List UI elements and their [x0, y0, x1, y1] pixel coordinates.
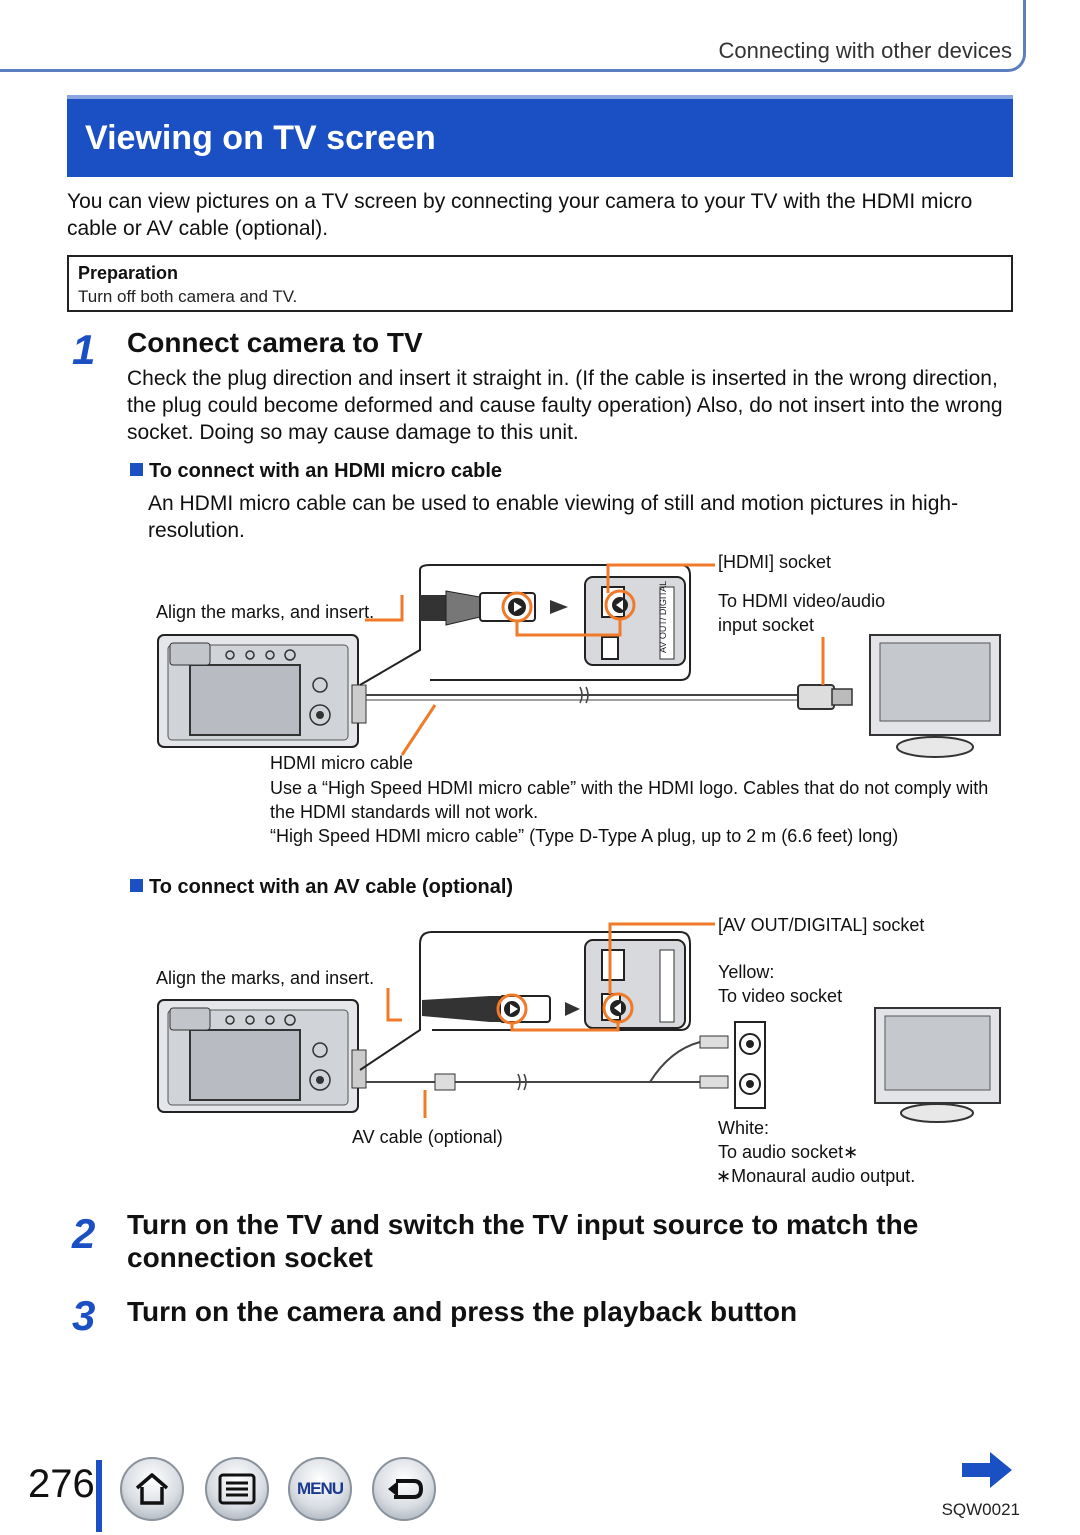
hdmi-socket-illustration — [585, 577, 685, 665]
step-2-title: Turn on the TV and switch the TV input source to match the connection socket — [127, 1209, 919, 1273]
menu-button[interactable] — [288, 1457, 352, 1521]
camera-illustration — [158, 635, 366, 747]
document-code: SQW0021 — [941, 1500, 1020, 1519]
title-bar — [67, 95, 1013, 177]
hdmi-cable-label: HDMI micro cable — [270, 753, 414, 773]
hdmi-text: An HDMI micro cable can be used to enable viewing of still and motion pictures in high-resolution. — [148, 492, 959, 542]
preparation-text: Turn off both camera and TV. — [78, 287, 298, 306]
camera-illustration — [158, 1000, 366, 1112]
av-yellow-label-1: Yellow: — [718, 962, 775, 982]
tv-illustration — [870, 635, 1000, 757]
step-3-number: 3 — [72, 1292, 96, 1339]
home-icon — [133, 1472, 171, 1506]
list-icon — [218, 1473, 256, 1505]
step-3-title: Turn on the camera and press the playback button — [127, 1296, 798, 1327]
hdmi-socket-label: [HDMI] socket — [718, 552, 832, 572]
hdmi-tv-label-2: input socket — [718, 615, 815, 635]
hdmi-tv-label-1: To HDMI video/audio — [718, 591, 886, 611]
square-bullet-icon — [130, 879, 143, 892]
av-connection-diagram — [140, 910, 1020, 1130]
port-label-av-out: AV OUT/ DIGITAL — [658, 580, 668, 653]
hdmi-note-1: Use a “High Speed HDMI micro cable” with the HDMI logo. Cables that do not comply with the HDMI standards will not work. — [270, 778, 989, 822]
back-icon — [384, 1473, 424, 1505]
contents-button[interactable] — [205, 1457, 269, 1521]
av-white-label-2: To audio socket∗ — [718, 1142, 859, 1162]
preparation-box — [67, 255, 1013, 312]
page-number: 276 — [28, 1462, 95, 1506]
step-2-number: 2 — [72, 1210, 96, 1257]
section-label: Connecting with other devices — [718, 38, 1012, 63]
intro-text: You can view pictures on a TV screen by connecting your camera to your TV with the HDMI micro cable or AV cable (optional). — [67, 190, 973, 240]
av-heading: To connect with an AV cable (optional) — [130, 876, 513, 899]
av-mono-note: ∗Monaural audio output. — [716, 1166, 916, 1186]
back-button[interactable] — [372, 1457, 436, 1521]
hdmi-note-2: “High Speed HDMI micro cable” (Type D-Type A plug, up to 2 m (6.6 feet) long) — [270, 826, 899, 846]
hdmi-align-label: Align the marks, and insert. — [156, 602, 375, 622]
hdmi-heading: To connect with an HDMI micro cable — [130, 460, 502, 483]
next-arrow-icon — [960, 1450, 1014, 1490]
rca-jacks-illustration — [735, 1022, 765, 1108]
av-yellow-label-2: To video socket — [718, 986, 843, 1006]
av-socket-illustration — [585, 940, 685, 1028]
step-1-title: Connect camera to TV — [127, 327, 423, 358]
step-1-text: Check the plug direction and insert it straight in. (If the cable is inserted in the wrong direction, the plug could become deformed and cause faulty operation) Also, do not insert into the wrong socket. Doing so may cause damage to this unit. — [127, 367, 1003, 444]
hdmi-connection-diagram — [140, 545, 1020, 765]
tv-illustration — [875, 1008, 1000, 1122]
footer-divider — [96, 1460, 102, 1532]
av-align-label: Align the marks, and insert. — [156, 968, 375, 988]
menu-icon: MENU — [296, 1479, 344, 1498]
home-button[interactable] — [120, 1457, 184, 1521]
av-white-label-1: White: — [718, 1118, 770, 1138]
av-socket-label: [AV OUT/DIGITAL] socket — [718, 915, 925, 935]
preparation-title: Preparation — [78, 263, 179, 283]
av-cable-label: AV cable (optional) — [352, 1127, 503, 1147]
step-1-number: 1 — [72, 326, 96, 373]
next-page-button[interactable] — [960, 1450, 1014, 1495]
square-bullet-icon — [130, 463, 143, 476]
page-title: Viewing on TV screen — [85, 119, 436, 157]
